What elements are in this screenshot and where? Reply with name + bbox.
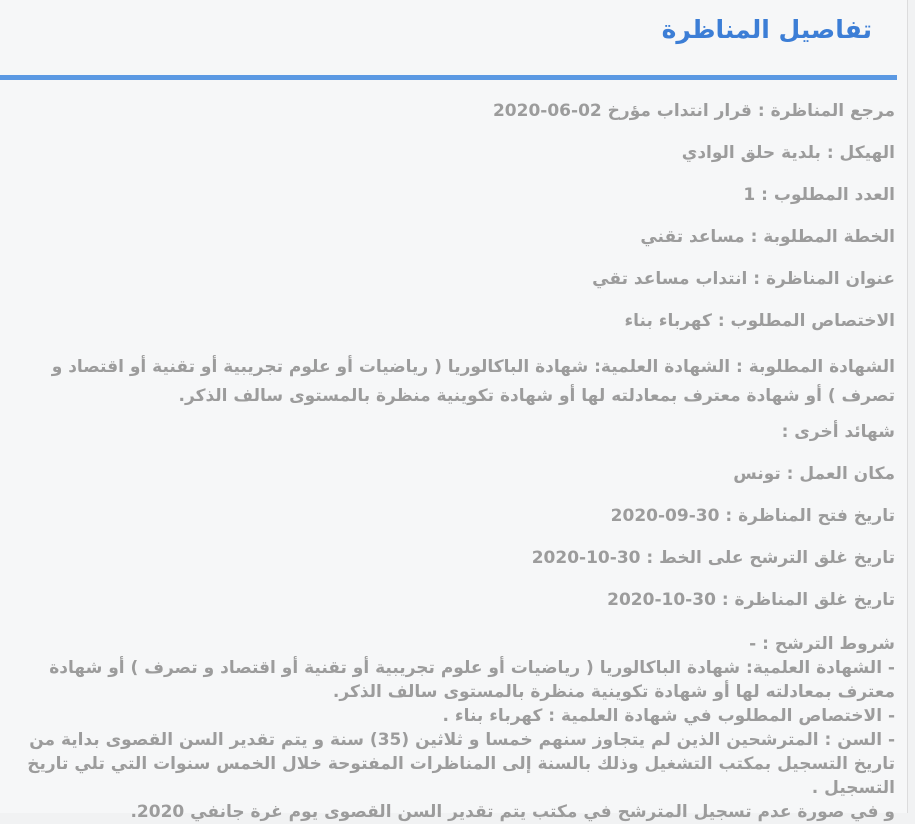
conditions-block [18, 632, 895, 824]
detail-line-work-location: مكان العمل : تونس [733, 464, 895, 484]
detail-line-close-date: تاريخ غلق المناظرة : 30-10-2020 [607, 590, 895, 610]
detail-line-required-specialty: الاختصاص المطلوب : كهرباء بناء [624, 311, 895, 331]
detail-line-open-date: تاريخ فتح المناظرة : 30-09-2020 [610, 506, 895, 526]
detail-line-structure: الهيكل : بلدية حلق الوادي [681, 143, 895, 163]
condition-line-age: - السن : المترشحين الذين لم يتجاوز سنهم خمسا و ثلاثين (35) سنة و يتم تقدير السن القصوى بداية من تاريخ التسجيل بمكتب التشغيل وذلك بالسنة إلى المناظرات المفتوحة خلال الخمس سنوات التي تلي تاريخ التسجيل . [27, 730, 895, 798]
details-section [0, 80, 907, 824]
page-title: تفاصيل المناظرة [661, 15, 872, 44]
condition-line-age-note: و في صورة عدم تسجيل المترشح في مكتب يتم تقدير السن القصوى يوم غرة جانفي 2020. [130, 802, 895, 822]
detail-line-required-position: الخطة المطلوبة : مساعد تقني [640, 227, 895, 247]
detail-line-required-count: العدد المطلوب : 1 [743, 185, 895, 205]
detail-line-other-certificates: شهائد أخرى : [781, 422, 895, 442]
condition-line-specialty: - الاختصاص المطلوب في شهادة العلمية : كهرباء بناء . [442, 706, 895, 726]
detail-line-competition-title: عنوان المناظرة : انتداب مساعد تقي [592, 269, 895, 289]
detail-line-reference: مرجع المناظرة : قرار انتداب مؤرخ 02-06-2020 [492, 101, 895, 121]
conditions-label: شروط الترشح : - [749, 634, 895, 654]
detail-line-required-diploma: الشهادة المطلوبة : الشهادة العلمية: شهادة الباكالوريا ( رياضيات أو علوم تجريبية أو تقنية أو اقتصاد و تصرف ) أو شهادة معترف بمعادلته لها أو شهادة تكوينية منظرة بالمستوى سالف الذكر. [51, 357, 895, 406]
detail-line-online-close-date: تاريخ غلق الترشح على الخط : 30-10-2020 [531, 548, 895, 568]
condition-line-diploma: - الشهادة العلمية: شهادة الباكالوريا ( رياضيات أو علوم تجريبية أو تقنية أو اقتصاد و تصرف ) أو شهادة معترف بمعادلته لها أو شهادة تكوينية منظرة بالمستوى سالف الذكر. [49, 658, 895, 702]
